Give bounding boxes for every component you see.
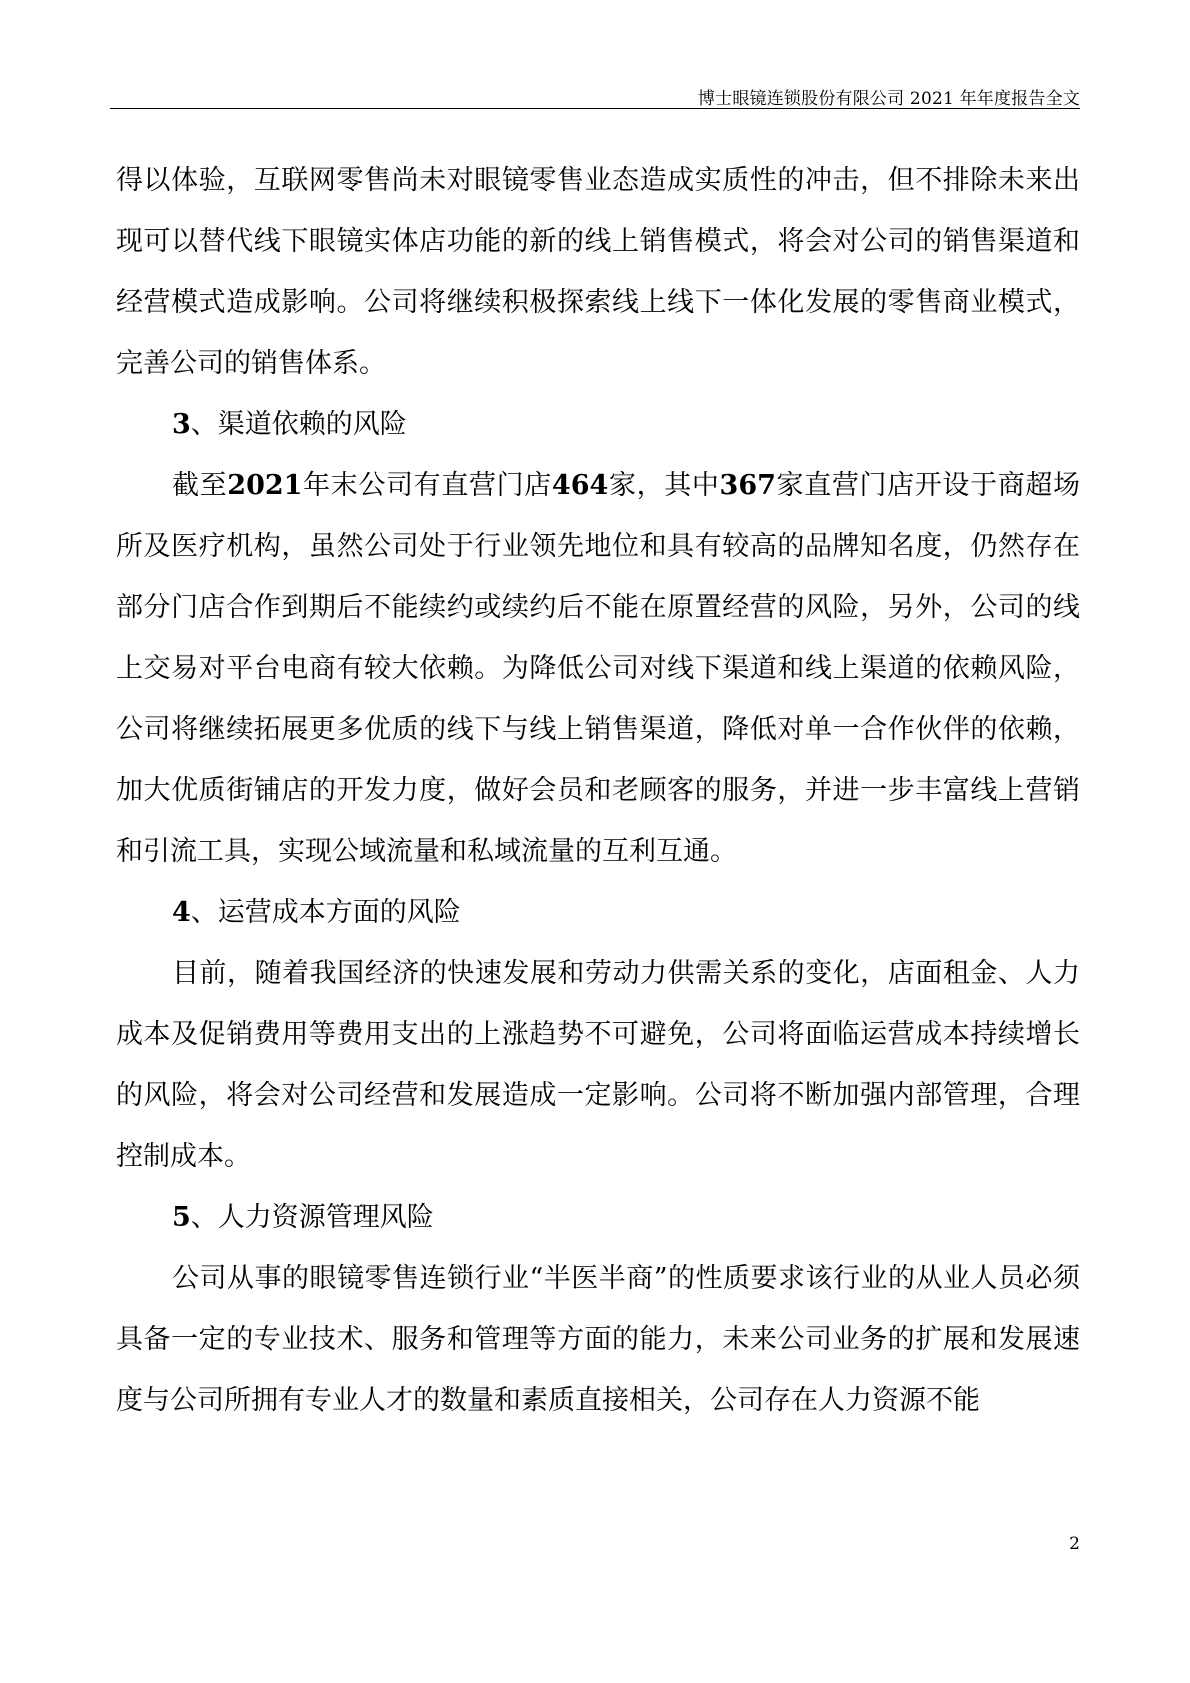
paragraph-online-retail: 得以体验，互联网零售尚未对眼镜零售业态造成实质性的冲击，但不排除未来出现可以替代线下眼镜实体店功能的新的线上销售模式，将会对公司的销售渠道和经营模式造成影响。公司将继续积极探索线上线下一体化发展的零售商业模式，完善公司的销售体系。 <box>116 165 1080 379</box>
section-title: 、运营成本方面的风险 <box>190 897 461 928</box>
store-count-value: 464 <box>551 470 609 501</box>
mall-store-count-value: 367 <box>719 470 776 501</box>
section-heading-hr-risk <box>116 1187 1080 1248</box>
document-body <box>116 150 1080 1431</box>
paragraph-cost-risk: 目前，随着我国经济的快速发展和劳动力供需关系的变化，店面租金、人力成本及促销费用等费用支出的上涨趋势不可避免，公司将面临运营成本持续增长的风险，将会对公司经营和发展造成一定影响。公司将不断加强内部管理，合理控制成本。 <box>116 958 1080 1172</box>
section-number: 3 <box>172 409 191 440</box>
section-number: 5 <box>172 1202 191 1233</box>
section-title: 、渠道依赖的风险 <box>190 409 407 440</box>
year-value: 2021 <box>227 470 303 501</box>
text-segment: 年末公司有直营门店 <box>302 470 552 501</box>
paragraph-hr-risk: 公司从事的眼镜零售连锁行业“半医半商”的性质要求该行业的从业人员必须具备一定的专业技术、服务和管理等方面的能力，未来公司业务的扩展和发展速度与公司所拥有专业人才的数量和素质直接相关，公司存在人力资源不能 <box>116 1263 1080 1416</box>
section-number: 4 <box>172 897 191 928</box>
text-segment: 家直营门店开设于商超场所及医疗机构，虽然公司处于行业领先地位和具有较高的品牌知名度，仍然存在部分门店合作到期后不能续约或续约后不能在原置经营的风险，另外，公司的线上交易对平台电商有较大依赖。为降低公司对线下渠道和线上渠道的依赖风险，公司将继续拓展更多优质的线下与线上销售渠道，降低对单一合作伙伴的依赖，加大优质街铺店的开发力度，做好会员和老顾客的服务，并进一步丰富线上营销和引流工具，实现公域流量和私域流量的互利互通。 <box>116 470 1081 867</box>
text-segment: 截至 <box>172 470 228 501</box>
section-heading-cost-risk <box>116 882 1080 943</box>
paragraph-channel-risk <box>116 455 1080 882</box>
section-heading-channel-risk <box>116 394 1080 455</box>
text-segment: 家，其中 <box>608 470 720 501</box>
page-number: 2 <box>1069 1534 1080 1554</box>
report-header-title: 博士眼镜连锁股份有限公司 2021 年年度报告全文 <box>697 89 1080 109</box>
section-title: 、人力资源管理风险 <box>190 1202 434 1233</box>
header-divider <box>110 108 1080 109</box>
